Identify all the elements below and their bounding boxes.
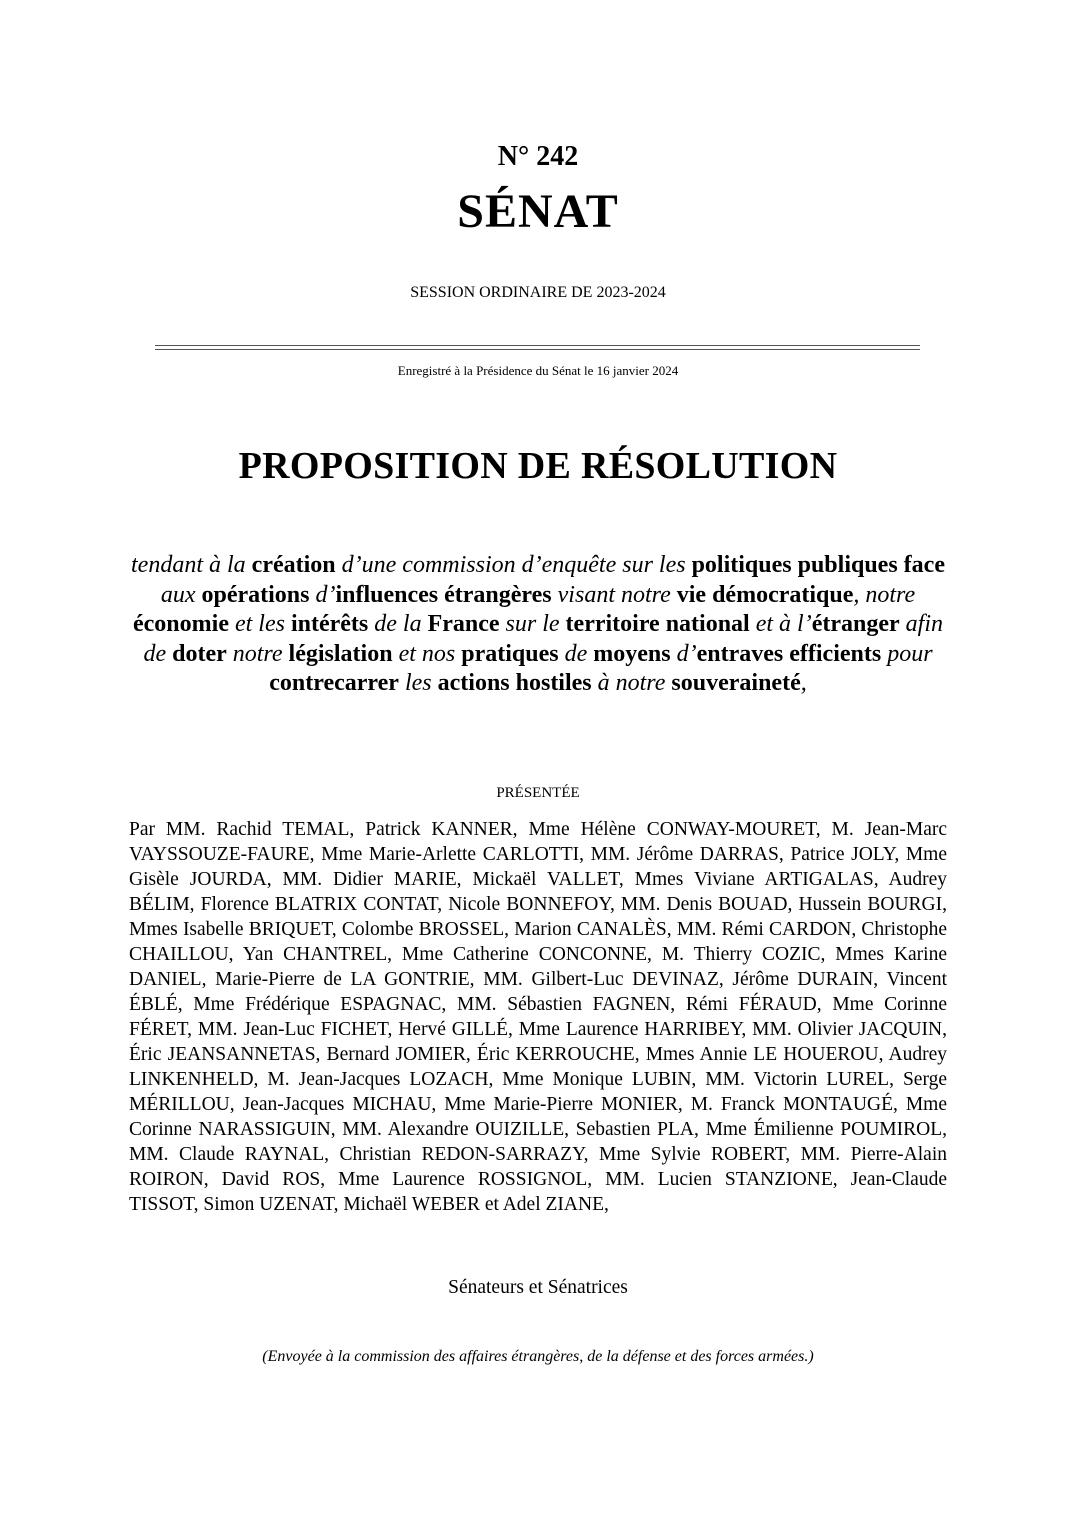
title-segment: d’: [309, 581, 336, 608]
title-segment: aux: [160, 581, 202, 608]
title-segment: législation: [288, 640, 393, 667]
title-segment: étranger: [811, 611, 900, 638]
senators-label: Sénateurs et Sénatrices: [448, 1277, 628, 1298]
title-segment: d’une commission d’enquête sur les: [335, 552, 692, 578]
chamber-name: SÉNAT: [457, 185, 619, 238]
title-segment: influences étrangères: [335, 581, 552, 608]
title-segment: France: [427, 611, 500, 638]
title-segment: doter: [172, 640, 227, 667]
title-segment: intérêts: [290, 611, 369, 638]
title-segment: pour: [881, 640, 933, 667]
divider-bottom: [155, 349, 920, 350]
title-segment: notre: [226, 640, 289, 667]
title-segment: opérations: [201, 581, 310, 608]
title-segment: de la: [368, 611, 428, 638]
title-segment: entraves efficients: [696, 640, 882, 667]
authors-list: Par MM. Rachid TEMAL, Patrick KANNER, Mme Hélène CONWAY-MOURET, M. Jean-Marc VAYSSOUZE-FAURE, Mme Marie-Arlette CARLOTTI, MM. Jérôme DARRAS, Patrice JOLY, Mme Gisèle JOURDA, MM. Didier MARIE, Mickaël VALLET, Mmes Viviane ARTIGALAS, Audrey BÉLIM, Florence BLATRIX CONTAT, Nicole BONNEFOY, MM. Denis BOUAD, Hussein BOURGI, Mmes Isabelle BRIQUET, Colombe BROSSEL, Marion CANALÈS, MM. Rémi CARDON, Christophe CHAILLOU, Yan CHANTREL, Mme Catherine CONCONNE, M. Thierry COZIC, Mmes Karine DANIEL, Marie-Pierre de LA GONTRIE, MM. Gilbert-Luc DEVINAZ, Jérôme DURAIN, Vincent ÉBLÉ, Mme Frédérique ESPAGNAC, MM. Sébastien FAGNEN, Rémi FÉRAUD, Mme Corinne FÉRET, MM. Jean-Luc FICHET, Hervé GILLÉ, Mme Laurence HARRIBEY, MM. Olivier JACQUIN, Éric JEANSANNETAS, Bernard JOMIER, Éric KERROUCHE, Mmes Annie LE HOUEROU, Audrey LINKENHELD, M. Jean-Jacques LOZACH, Mme Monique LUBIN, MM. Victorin LUREL, Serge MÉRILLOU, Jean-Jacques MICHAU, Mme Marie-Pierre MONIER, M. Franck MONTAUGÉ, Mme Corinne NARASSIGUIN, MM. Alexandre OUIZILLE, Sebastien PLA, Mme Émilienne POUMIROL, MM. Claude RAYNAL, Christian REDON-SARRAZY, Mme Sylvie ROBERT, MM. Pierre-Alain ROIRON, David ROS, Mme Laurence ROSSIGNOL, MM. Lucien STANZIONE, Jean-Claude TISSOT, Simon UZENAT, Michaël WEBER et Adel ZIANE,: [129, 819, 947, 1215]
resolution-title: [120, 551, 956, 699]
title-segment: et nos: [392, 640, 462, 667]
title-segment: sur le: [499, 611, 566, 638]
session-label: SESSION ORDINAIRE DE 2023-2024: [410, 284, 666, 301]
title-segment: les: [398, 670, 438, 697]
title-segment: économie: [133, 611, 229, 638]
title-segment: pratiques: [461, 640, 559, 667]
title-segment: moyens: [593, 640, 671, 667]
title-segment: à notre: [591, 670, 672, 697]
title-segment: vie démocratique: [676, 581, 854, 608]
document-number: N° 242: [497, 141, 579, 172]
title-segment: territoire national: [565, 611, 750, 638]
title-segment: d’: [670, 640, 697, 667]
divider-top: [155, 345, 920, 346]
title-segment: contrecarrer: [269, 670, 399, 697]
title-segment: actions hostiles: [437, 670, 592, 697]
title-segment: et à l’: [749, 611, 812, 638]
title-segment: tendant à la: [131, 552, 252, 578]
document-type: PROPOSITION DE RÉSOLUTION: [238, 445, 838, 487]
title-segment: visant notre: [551, 581, 677, 608]
registration-note: Enregistré à la Présidence du Sénat le 16 janvier 2024: [397, 363, 679, 378]
title-segment: ,: [800, 670, 807, 697]
title-segment: souveraineté: [671, 670, 801, 697]
title-segment: de: [558, 640, 594, 667]
committee-referral: (Envoyée à la commission des affaires étrangères, de la défense et des forces armées.): [262, 1348, 814, 1365]
title-segment: politiques publiques face: [691, 552, 945, 578]
title-segment: et les: [228, 611, 291, 638]
title-segment: , notre: [853, 581, 916, 608]
title-segment: création: [251, 552, 336, 578]
presented-label: PRÉSENTÉE: [496, 785, 580, 801]
title-segment: afin de: [143, 611, 943, 667]
